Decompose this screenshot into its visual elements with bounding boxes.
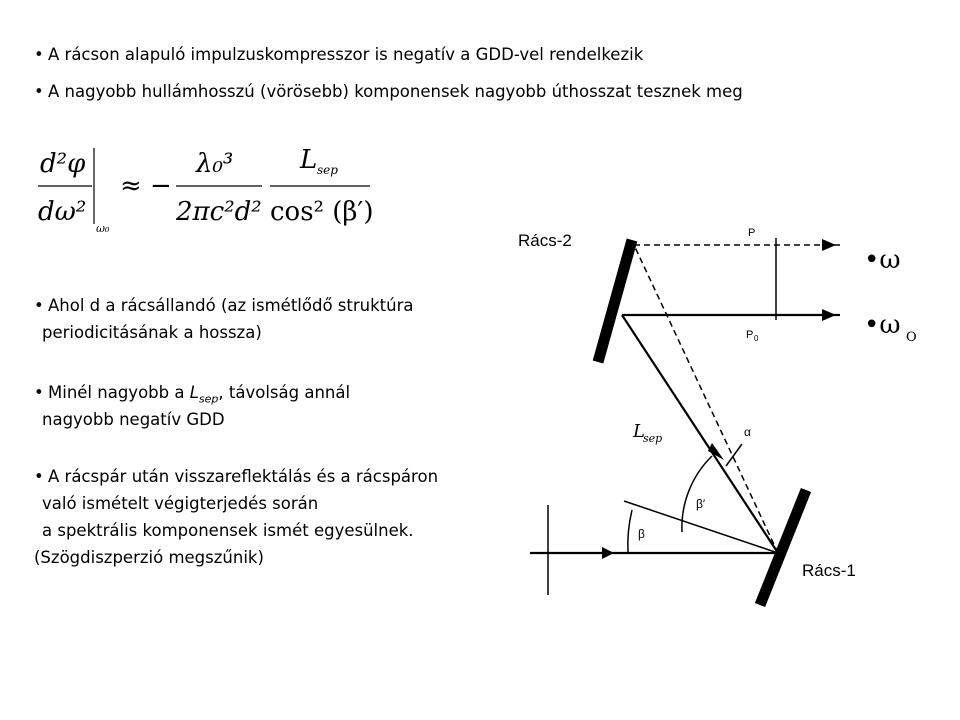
gdd-formula [36,142,396,242]
bullet-continuation: nagyobb negatív GDD [42,410,225,429]
lsep-subscript: sep [643,432,663,445]
grating-1-label: Rács-1 [802,561,856,580]
outgoing-beam-omega0-arrow [822,309,836,321]
beta-prime-arc [682,456,712,532]
alpha-label: α [744,425,751,439]
bullet-text: A rácson alapuló impulzuskompresszor is negatív a GDD-vel rendelkezik [48,45,644,64]
beta-label: β [638,527,645,541]
bullet-longer-path [34,81,743,103]
bullet-text: A rácspár után visszareflektálás és a rácspáron [48,467,439,486]
bullet-l: L [189,383,199,402]
formula-approx: ≈ [120,171,142,201]
formula-l: L [300,145,318,175]
grating-2-label: Rács-2 [518,231,572,250]
formula-lambda-denominator: 2πc²d² [176,197,262,227]
p0-label: P [746,329,754,341]
bullet-dot: • [34,383,44,402]
bullet-dot: • [34,82,44,101]
p0-subscript: 0 [754,334,759,343]
formula-lambda-numerator: λ₀³ [196,149,234,179]
beam-omega-dashed [634,245,778,553]
bullet-text: Ahol d a rácsállandó (az ismétlődő struktúra [48,296,414,315]
omega0-label: •ω [864,310,901,340]
bullet-continuation: periodicitásának a hossza) [42,323,262,342]
bullet-negative-gdd [34,44,643,66]
formula-minus: − [150,171,172,201]
formula-l-subscript: sep [317,163,338,177]
bullet-text: A nagyobb hullámhosszú (vörösebb) komponensek nagyobb úthosszat tesznek meg [48,82,743,101]
formula-lhs-denominator: dω² [38,197,87,227]
grating-1 [760,490,806,605]
grating-2 [598,240,632,362]
lsep-label: L [633,421,645,442]
outgoing-beam-omega-arrow [822,239,836,251]
bullet-dot: • [34,467,44,486]
bullet-lsep [34,382,350,410]
beta-arc [628,510,632,553]
alpha-tick [726,444,742,466]
bullet-continuation: való ismételt végigterjedés során [42,494,319,513]
formula-eval-subscript: ω₀ [96,222,110,235]
bullet-l-subscript: sep [198,392,219,406]
incoming-beam-arrow [602,547,614,559]
bullet-grating-constant [34,295,413,317]
grating-pair-diagram [510,220,950,620]
formula-cos-denominator: cos² (β′) [270,197,374,227]
omega-label: •ω [864,245,901,275]
bullet-text-post: , távolság annál [218,383,351,402]
bullet-recombination [34,466,438,488]
omega0-subscript: O [906,330,917,345]
bullet-dot: • [34,45,44,64]
formula-lhs-numerator: d²φ [40,149,86,179]
bullet-dot: • [34,296,44,315]
p-label: P [748,227,756,239]
bullet-text-pre: Minél nagyobb a [48,383,190,402]
bullet-continuation: a spektrális komponensek ismét egyesülnek. [42,521,414,540]
bullet-continuation: (Szögdiszperzió megszűnik) [34,548,264,567]
beta-prime-label: β′ [696,497,706,511]
